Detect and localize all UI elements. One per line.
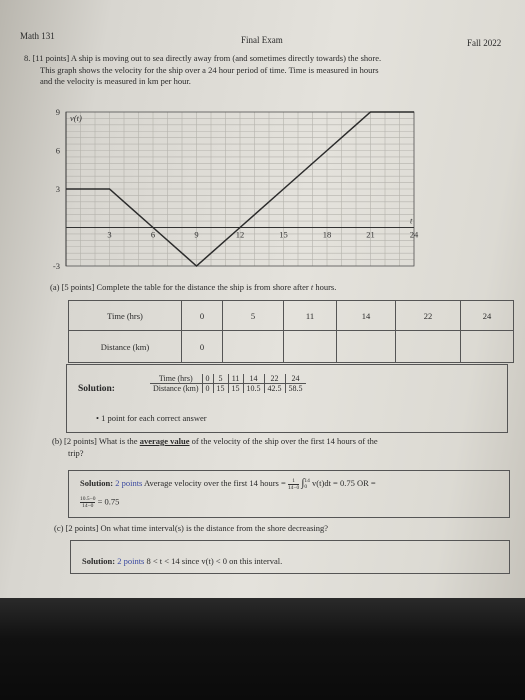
sol-distance-cell: 10.5 <box>243 384 264 394</box>
table-row-distance <box>69 331 514 363</box>
solution-a-note <box>96 413 207 423</box>
time-cell: 14 <box>337 301 396 331</box>
solution-b-result: = 0.75 <box>97 496 120 507</box>
sol-time-header: Time (hrs) <box>150 374 202 384</box>
distance-cell <box>461 331 514 363</box>
x-tick-label: 21 <box>366 229 375 240</box>
frac-denominator: 14−0 <box>287 484 300 491</box>
solution-b-points: 2 points <box>115 478 143 488</box>
problem-line-3: and the velocity is measured in km per hour. <box>40 76 191 86</box>
course-name: Math 131 <box>20 31 55 41</box>
distance-cell <box>337 331 396 363</box>
sol-time-cell: 11 <box>228 374 243 384</box>
sol-time-cell: 24 <box>285 374 306 384</box>
integral-lower: 0 <box>304 484 308 491</box>
part-a-prompt <box>50 282 336 292</box>
part-c-text: On what time interval(s) is the distance from the shore decreasing? <box>100 523 329 533</box>
part-c-points: [2 points] <box>65 523 99 533</box>
frac2-numerator: 10.5−0 <box>80 496 96 502</box>
solution-a-row-distance <box>150 384 306 394</box>
part-a-points: [5 points] <box>61 282 95 292</box>
problem-points: [11 points] <box>32 53 70 63</box>
part-b-line-2: trip? <box>68 448 84 458</box>
x-tick-label: 15 <box>279 229 288 240</box>
part-b-label: (b) <box>52 436 62 446</box>
sol-distance-cell: 0 <box>202 384 213 394</box>
x-tick-label: 9 <box>194 229 199 240</box>
sol-distance-cell: 15 <box>228 384 243 394</box>
integral-upper: 14 <box>304 478 310 485</box>
x-tick-label: 12 <box>235 229 245 240</box>
sol-time-cell: 14 <box>243 374 264 384</box>
distance-cell: 0 <box>182 331 223 363</box>
solution-b-line-1 <box>80 477 376 491</box>
sol-time-cell: 5 <box>213 374 228 384</box>
exam-title: Final Exam <box>241 35 283 45</box>
time-cell: 5 <box>223 301 284 331</box>
frac-numerator: 1 <box>288 478 299 485</box>
time-cell: 0 <box>182 301 223 331</box>
dark-background <box>0 598 525 700</box>
y-tick-label: 3 <box>55 184 60 194</box>
y-tick-label: -3 <box>52 261 60 271</box>
y-axis-label: v(t) <box>70 113 82 123</box>
solution-b-fraction-2 <box>80 496 95 509</box>
solution-a-row-time <box>150 374 306 384</box>
y-tick-label: 9 <box>55 107 60 117</box>
term-label: Fall 2022 <box>467 38 502 48</box>
solution-a-note-text: 1 point for each correct answer <box>101 413 207 423</box>
x-tick-label: 6 <box>150 229 156 240</box>
graph-grid <box>66 112 414 266</box>
x-axis-label: t <box>410 215 413 226</box>
distance-table <box>68 300 514 363</box>
sol-distance-cell: 15 <box>213 384 228 394</box>
solution-c-points: 2 points <box>117 556 145 566</box>
distance-cell <box>284 331 337 363</box>
part-b-points: [2 points] <box>64 436 97 446</box>
part-a-end: hours. <box>315 282 337 292</box>
sol-time-cell: 0 <box>202 374 213 384</box>
part-b-prompt <box>52 436 378 446</box>
y-tick-label: 6 <box>55 145 60 156</box>
problem-line-2: This graph shows the velocity for the ship over a 24 hour period of time. Time is measured in hours <box>40 65 379 75</box>
solution-a-table <box>150 374 306 393</box>
part-b-text: What is the <box>98 436 138 446</box>
solution-b-fraction <box>288 478 299 491</box>
time-header: Time (hrs) <box>69 301 182 331</box>
distance-cell <box>396 331 461 363</box>
velocity-graph <box>0 0 525 300</box>
sol-time-cell: 22 <box>264 374 285 384</box>
frac2-denominator: 14−0 <box>82 503 94 509</box>
sol-distance-cell: 58.5 <box>288 384 303 393</box>
time-cell: 11 <box>284 301 337 331</box>
bullet-icon: • <box>96 413 102 423</box>
distance-cell <box>223 331 284 363</box>
part-a-label: (a) <box>50 282 60 292</box>
time-cell: 24 <box>461 301 514 331</box>
solution-b-text: Average velocity over the first 14 hours = <box>144 478 286 488</box>
part-b-bold: average value <box>139 436 190 446</box>
distance-header: Distance (km) <box>69 331 182 363</box>
sol-distance-cell: 42.5 <box>264 384 285 394</box>
solution-a-label: Solution: <box>78 384 115 394</box>
table-row-time <box>69 301 514 331</box>
solution-b-integrand: v(t)dt = 0.75 OR = <box>312 478 376 488</box>
part-a-text: Complete the table for the distance the ship is from shore after <box>96 282 309 292</box>
solution-c-line <box>82 556 282 566</box>
part-c-prompt <box>54 523 328 533</box>
time-cell: 22 <box>396 301 461 331</box>
solution-c-text: 8 < t < 14 since v(t) < 0 on this interval. <box>146 556 283 566</box>
integral-sign: ∫ <box>301 477 305 489</box>
problem-text-1: A ship is moving out to sea directly away from (and sometimes directly towards) the shore. <box>70 53 382 63</box>
part-c-label: (c) <box>54 523 64 533</box>
solution-b-line-2 <box>80 496 119 509</box>
sol-distance-header: Distance (km) <box>150 384 202 394</box>
x-tick-label: 18 <box>322 229 332 240</box>
problem-number: 8. <box>24 53 31 63</box>
solution-b-label: Solution: <box>80 478 114 488</box>
integral-limits <box>304 478 310 490</box>
part-a-var: t <box>310 282 314 292</box>
solution-c-label: Solution: <box>82 556 116 566</box>
x-tick-label: 3 <box>107 229 112 240</box>
x-tick-label: 24 <box>409 229 419 240</box>
part-b-text-end: of the velocity of the ship over the first 14 hours of the <box>191 436 378 446</box>
